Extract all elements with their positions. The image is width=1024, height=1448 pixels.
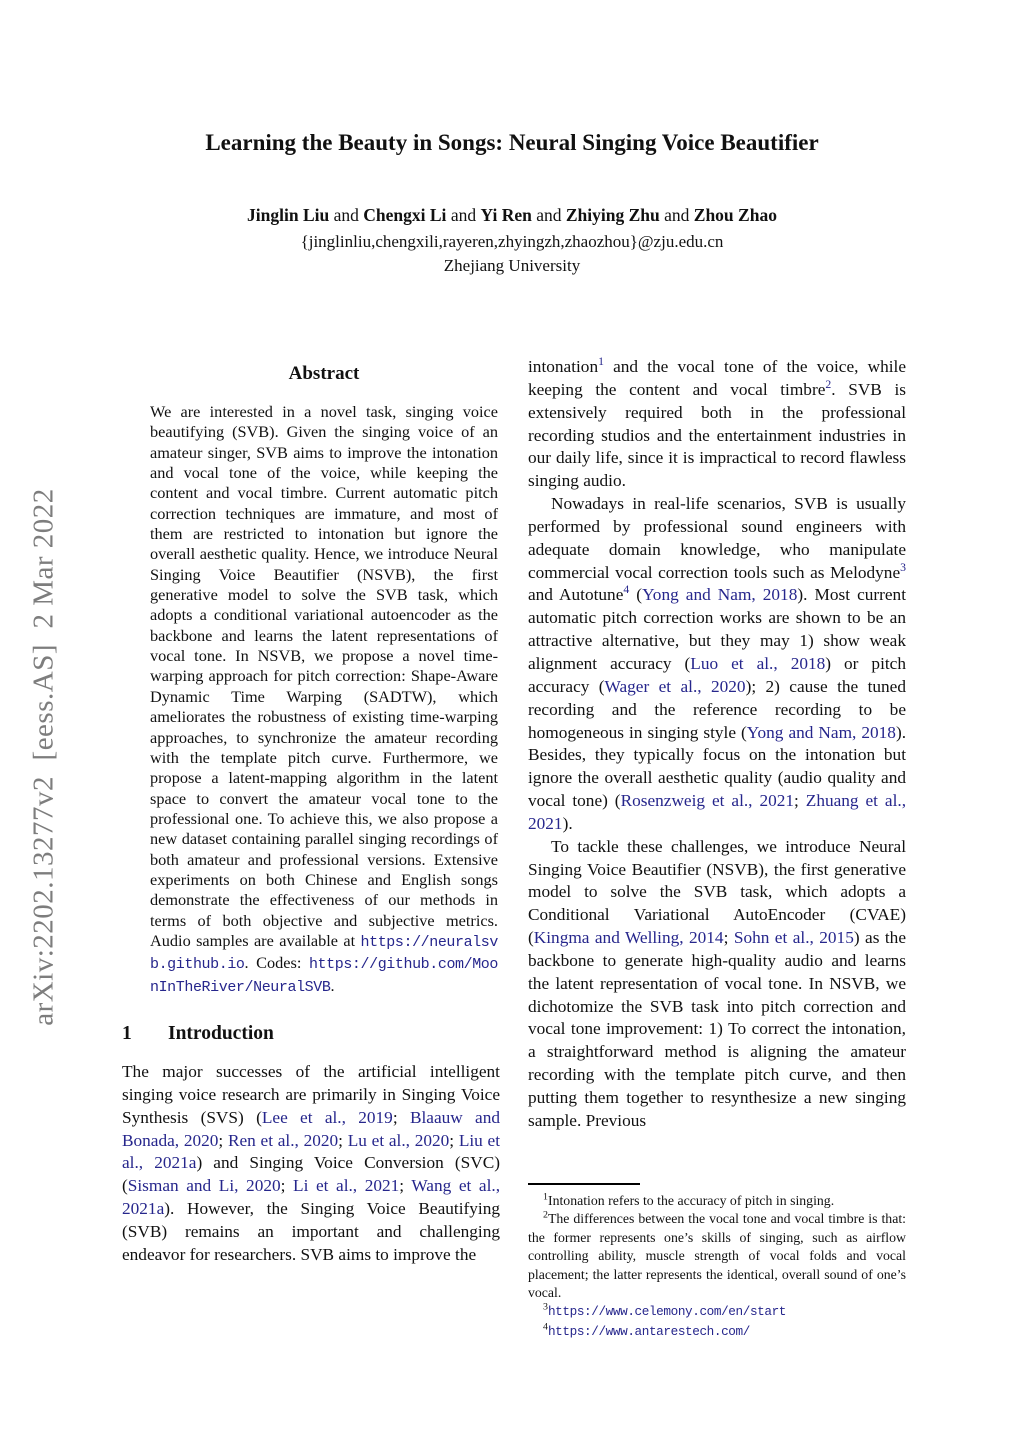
text-run: and the vocal tone of the voice, while keeping the content and vocal timbre [528,357,906,399]
citation-link[interactable]: Li et al., 2021 [293,1176,400,1196]
left-column [122,363,500,1267]
citation-link[interactable]: Ren et al., 2020 [227,1130,339,1150]
text-run: and Autotune [528,585,624,605]
abstract-heading: Abstract [288,363,360,384]
footnote-marker: 1 [543,1191,548,1203]
url-link[interactable]: https://www.antarestech.com/ [547,1323,750,1339]
text-run: ) or pitch accuracy ( [528,653,906,696]
text-run: The differences between the vocal tone and vocal timbre is that: the former represents one’s skills of singing, such as airflow controlling ability, muscle strength of vocal folds and vocal placement; the latter represents the identical, overall sound of one’s vocal. [528,1211,906,1301]
author-name: Yi Ren [480,205,532,225]
text-run: and [659,205,694,225]
text-run: ; [449,1130,459,1150]
text-run: ; [794,791,806,811]
arxiv-watermark: arXiv:2202.13277v2 [eess.AS] 2 Mar 2022 [27,488,60,1026]
text-run: . [330,975,335,995]
author-line [0,205,1024,226]
author-name: Chengxi Li [363,205,447,225]
author-emails: {jinglinliu,chengxili,rayeren,zhyingzh,zhaozhou}@zju.edu.cn [300,232,724,251]
text-run: ). Besides, they typically focus on the intonation but ignore the overall aesthetic quality (audio quality and vocal tone) ( [528,722,907,811]
paragraph-intonation [528,356,906,493]
text-run: ). However, the Singing Voice Beautifying (SVB) remains an important and challenging endeavor for researchers. SVB aims to improve the [122,1199,500,1264]
text-run: ; [723,928,734,948]
author-name: Zhiying Zhu [565,205,660,225]
section-title: Introduction [168,1022,274,1044]
text-run: ). [562,813,573,833]
intro-paragraph [122,1061,500,1267]
footnote-4 [528,1322,906,1341]
text-run: We are interested in a novel task, singing voice beautifying (SVB). Given the singing voice of an amateur singer, SVB aims to improve the intonation and vocal tone of the voice, while keeping the content and vocal timbre. Current automatic pitch correction techniques are immature, and most of them are restricted to intonation but ignore the overall aesthetic quality. Hence, we introduce Neural Singing Voice Beautifier (NSVB), the first generative model to solve the SVB task, which adopts a conditional variational autoencoder as the backbone and learns the latent representations of vocal tone. In NSVB, we propose a novel time-warping approach for pitch correction: Shape-Aware Dynamic Time Warping (SADTW), which ameliorates the robustness of existing time-warping approaches, to synchronize the amateur recording with the template pitch curve. Furthermore, we propose a latent-mapping algorithm in the latent space to convert the amateur vocal tone to the professional one. To achieve this, we also propose a new dataset containing parallel singing recordings of both amateur and professional versions. Extensive experiments on both Chinese and English songs demonstrate the effectiveness of our methods in terms of both objective and subjective metrics. Audio samples are available at [150,402,498,950]
footnote-2 [528,1210,906,1302]
citation-link[interactable]: Liu et al., 2021a [122,1130,501,1173]
text-run: ) as the backbone to generate high-quality audio and learns the latent representation of vocal tone. In NSVB, we dichotomize the SVB task into pitch correction and vocal tone improvement: 1) To correct the intonation, a straightforward method is aligning the amateur recording with the template pitch curve, and then putting them together to resynthesize a new singing sample. Previous [528,928,906,1130]
author-name: Zhou Zhao [693,205,777,225]
text-run: To tackle these challenges, we introduce Neural Singing Voice Beautifier (NSVB), the first generative model to solve the SVB task, which adopts a Conditional Variational AutoEncoder (CVAE) ( [528,836,906,948]
abstract-text [150,402,498,998]
footnote-marker: 2 [543,1209,548,1221]
citation-link[interactable]: Lee et al., 2019 [261,1107,393,1127]
footnote-ref[interactable]: 1 [598,355,604,369]
text-run: The major successes of the artificial intelligent singing voice research are primarily in Singing Voice Synthesis (SVS) ( [122,1061,500,1127]
url-link[interactable]: https://neuralsvb.github.io [150,933,498,974]
citation-link[interactable]: Zhuang et al., 2021 [528,791,907,833]
url-link[interactable]: https://github.com/MoonInTheRiver/NeuralSVB [150,956,498,996]
footnote-ref[interactable]: 3 [900,560,906,574]
text-run: . SVB is extensively required both in the professional recording studios and the entertainment industries in our daily life, since it is impractical to record flawless singing audio. [528,379,906,491]
text-run: . Codes: [244,953,309,973]
text-run: ); 2) cause the tuned recording and the reference recording to be homogeneous in singing style ( [528,676,906,742]
text-run: ; [218,1130,228,1150]
citation-link[interactable]: Rosenzweig et al., 2021 [620,791,795,811]
text-run: and [329,205,364,225]
citation-link[interactable]: Blaauw and Bonada, 2020 [122,1107,501,1150]
affiliation: Zhejiang University [443,256,581,275]
citation-link[interactable]: Wang et al., 2021a [122,1176,501,1219]
text-run: and [531,205,566,225]
url-link[interactable]: https://www.celemony.com/en/start [547,1304,787,1320]
footnote-marker: 4 [543,1321,548,1333]
paper-title: Learning the Beauty in Songs: Neural Singing Voice Beautifier [205,130,819,155]
footnote-ref[interactable]: 2 [825,378,832,392]
text-run: ; [399,1176,412,1196]
paragraph-nowadays [528,493,906,836]
abstract-block [150,363,498,998]
text-run: ; [280,1176,294,1196]
citation-link[interactable]: Wager et al., 2020 [604,676,746,696]
footnote-rule [528,1183,640,1185]
footnote-marker: 3 [543,1301,548,1313]
citation-link[interactable]: Kingma and Welling, 2014 [533,928,724,948]
right-column [528,356,906,1133]
citation-link[interactable]: Sohn et al., 2015 [733,928,854,948]
citation-link[interactable]: Lu et al., 2020 [347,1130,450,1150]
text-run: ) and Singing Voice Conversion (SVC) ( [122,1153,500,1196]
text-run: Nowadays in real-life scenarios, SVB is usually performed by professional sound engineers with adequate domain knowledge, who manipulate commercial vocal correction tools such as Melodyne [528,494,906,582]
text-run: ( [629,585,643,605]
author-name: Jinglin Liu [247,205,330,225]
text-run: ). Most current automatic pitch correction works are shown to be an attractive alternative, but they may 1) show weak alignment accuracy ( [528,585,906,673]
text-run: ; [392,1107,410,1127]
text-run: Intonation refers to the accuracy of pitch in singing. [547,1193,835,1208]
section-heading-introduction [122,1023,500,1045]
citation-link[interactable]: Luo et al., 2018 [690,653,826,673]
paragraph-to-tackle [528,836,906,1133]
citation-link[interactable]: Yong and Nam, 2018 [746,722,896,742]
text-run: intonation [528,357,599,376]
footnote-3 [528,1302,906,1321]
citation-link[interactable]: Sisman and Li, 2020 [127,1176,281,1196]
footnote-ref[interactable]: 4 [623,583,630,597]
footnotes-block [528,1183,906,1341]
citation-link[interactable]: Yong and Nam, 2018 [642,585,798,605]
footnote-1 [528,1192,906,1210]
text-run: and [446,205,481,225]
text-run: ; [338,1130,348,1150]
section-number: 1 [122,1022,132,1044]
